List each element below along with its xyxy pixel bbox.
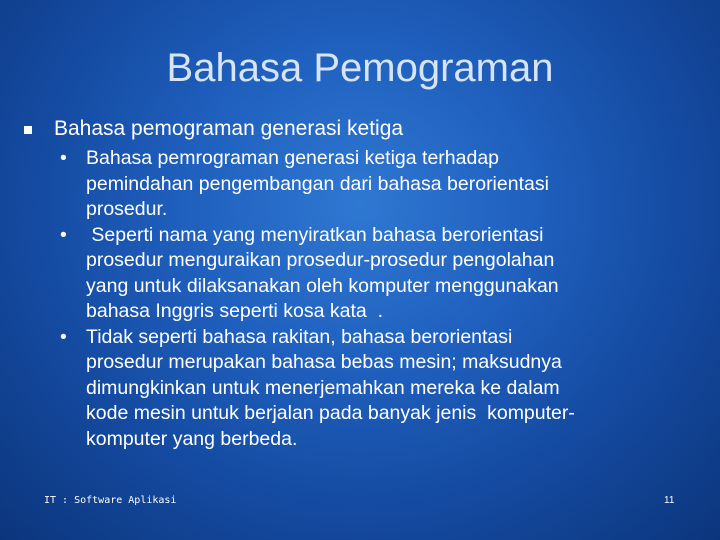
square-bullet-icon: [24, 126, 32, 134]
sub-bullet-line: kode mesin untuk berjalan pada banyak jenis komputer-: [86, 402, 575, 424]
sub-bullet-line: dimungkinkan untuk menerjemahkan mereka ke dalam: [86, 376, 560, 399]
footer-course-label: IT : Software Aplikasi: [44, 495, 177, 506]
round-bullet-icon: •: [60, 147, 67, 169]
sub-bullet-item: [56, 146, 696, 223]
sub-bullet-line: prosedur menguraikan prosedur-prosedur pengolahan: [86, 249, 555, 271]
round-bullet-icon: •: [60, 223, 67, 246]
sub-bullet-item: [56, 325, 696, 453]
sub-bullet-line: prosedur merupakan bahasa bebas mesin; maksudnya: [86, 351, 562, 373]
sub-bullet-line: Bahasa pemrograman generasi ketiga terhadap: [86, 147, 500, 169]
round-bullet-icon: •: [60, 325, 67, 348]
page-number: 11: [664, 495, 675, 506]
sub-bullet-line: komputer yang berbeda.: [86, 427, 298, 450]
slide-title: Bahasa Pemograman: [166, 46, 554, 90]
sub-bullet-list: [56, 146, 696, 452]
sub-bullet-line: Tidak seperti bahasa rakitan, bahasa berorientasi: [86, 325, 513, 348]
sub-bullet-line: pemindahan pengembangan dari bahasa berorientasi: [86, 172, 549, 195]
sub-bullet-line: prosedur.: [86, 198, 168, 220]
sub-bullet-line: yang untuk dilaksanakan oleh komputer menggunakan: [86, 274, 559, 297]
main-bullet-text: Bahasa pemograman generasi ketiga: [54, 117, 404, 140]
sub-bullet-line: bahasa Inggris seperti kosa kata .: [86, 300, 384, 322]
sub-bullet-item: [56, 223, 696, 325]
sub-bullet-line: Seperti nama yang menyiratkan bahasa berorientasi: [86, 223, 544, 246]
